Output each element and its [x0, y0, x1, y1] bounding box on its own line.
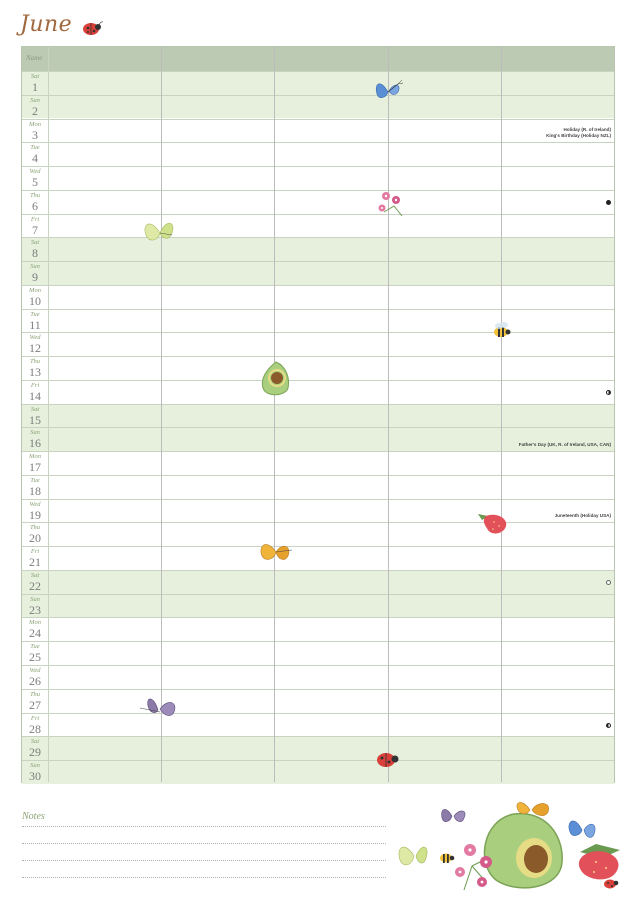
- notes-line[interactable]: [22, 877, 386, 878]
- butterfly-icon: [140, 694, 182, 724]
- day-number: 1: [32, 80, 38, 94]
- day-number: 4: [32, 151, 38, 166]
- day-row[interactable]: [22, 689, 614, 713]
- holiday-note-line: Juneteenth (Holiday USA): [554, 513, 611, 519]
- ladybug-icon: [375, 750, 401, 770]
- day-number: 5: [32, 175, 38, 190]
- day-name: Tue: [30, 643, 40, 651]
- day-row[interactable]: [22, 594, 614, 618]
- day-number: 6: [32, 198, 38, 213]
- day-number: 12: [29, 341, 41, 356]
- day-number: 22: [29, 578, 41, 593]
- avocado-icon: [260, 360, 292, 398]
- header-label: Name: [26, 54, 43, 62]
- day-name: Thu: [29, 524, 41, 532]
- day-name: Sat: [30, 239, 40, 247]
- day-row[interactable]: [22, 427, 614, 451]
- day-number: 3: [32, 127, 38, 142]
- butterfly-icon: [399, 847, 427, 865]
- day-row[interactable]: [22, 404, 614, 428]
- day-row[interactable]: [22, 736, 614, 760]
- day-name: Fri: [30, 548, 40, 556]
- holiday-note: [519, 442, 611, 448]
- day-row[interactable]: [22, 641, 614, 665]
- day-row[interactable]: [22, 451, 614, 475]
- day-row[interactable]: [22, 380, 614, 404]
- full-moon-icon: [606, 580, 611, 585]
- day-row[interactable]: [22, 522, 614, 546]
- day-number: 10: [29, 293, 41, 308]
- notes-line[interactable]: [22, 860, 386, 861]
- day-number: 2: [32, 103, 38, 118]
- day-name: Wed: [29, 500, 41, 508]
- day-name: Thu: [29, 358, 41, 366]
- strawberry-icon: [474, 508, 510, 536]
- day-number: 19: [29, 507, 41, 522]
- day-name: Fri: [30, 381, 40, 389]
- day-row[interactable]: [22, 95, 614, 119]
- day-name: Sat: [30, 73, 40, 80]
- column-divider: [501, 47, 502, 782]
- bee-icon: [440, 854, 454, 864]
- day-name: Tue: [30, 144, 40, 152]
- day-name: Sun: [30, 429, 40, 437]
- flower-icon: [374, 190, 408, 220]
- day-number: 28: [29, 721, 41, 736]
- day-row[interactable]: [22, 570, 614, 594]
- day-row[interactable]: [22, 166, 614, 190]
- day-name: Wed: [29, 667, 41, 674]
- day-number: 9: [32, 270, 38, 285]
- day-name: Sat: [30, 405, 40, 413]
- butterfly-icon: [517, 802, 549, 815]
- decorative-illustration: [396, 796, 632, 896]
- notes-line[interactable]: [22, 843, 386, 844]
- ladybug-icon: [604, 880, 618, 889]
- day-row[interactable]: [22, 713, 614, 737]
- day-row[interactable]: [22, 356, 614, 380]
- day-number: 8: [32, 246, 38, 261]
- day-row[interactable]: [22, 309, 614, 333]
- day-number: 26: [29, 674, 41, 688]
- day-number: 17: [29, 460, 41, 475]
- day-row[interactable]: [22, 190, 614, 214]
- holiday-note-line: Holiday (R. of Ireland): [563, 127, 611, 133]
- day-row[interactable]: [22, 332, 614, 356]
- day-name: Fri: [30, 215, 40, 223]
- first-quarter-moon-icon: [606, 390, 611, 395]
- day-row[interactable]: [22, 475, 614, 499]
- day-row[interactable]: [22, 71, 614, 95]
- day-row[interactable]: [22, 285, 614, 309]
- day-name: Sat: [30, 738, 40, 746]
- day-row[interactable]: [22, 261, 614, 285]
- holiday-note: [555, 513, 611, 519]
- butterfly-icon: [142, 215, 178, 251]
- notes-line[interactable]: [22, 826, 386, 827]
- day-number: 14: [29, 388, 41, 403]
- day-number: 15: [29, 412, 41, 427]
- day-row[interactable]: [22, 760, 614, 784]
- day-row[interactable]: [22, 546, 614, 570]
- day-number: 13: [29, 365, 41, 380]
- last-quarter-moon-icon: [606, 723, 611, 728]
- day-name: Thu: [29, 690, 41, 698]
- day-number: 24: [29, 626, 41, 641]
- day-row[interactable]: [22, 142, 614, 166]
- day-number: 30: [29, 769, 41, 784]
- day-name: Wed: [29, 168, 41, 176]
- day-number: 27: [29, 697, 41, 712]
- day-number: 7: [32, 222, 38, 237]
- butterfly-icon: [256, 536, 296, 566]
- day-number: 21: [29, 555, 41, 570]
- holiday-note-line: Father's Day (UK, R. of Ireland, USA, CAN): [518, 442, 611, 448]
- day-number: 11: [29, 317, 41, 332]
- day-number: 25: [29, 650, 41, 665]
- day-row[interactable]: [22, 665, 614, 689]
- day-row[interactable]: [22, 499, 614, 523]
- day-name: Sun: [30, 263, 40, 271]
- column-divider: [161, 47, 162, 782]
- day-name: Mon: [29, 286, 41, 294]
- day-name: Tue: [30, 476, 40, 484]
- butterfly-icon: [374, 76, 404, 108]
- day-name: Mon: [29, 619, 41, 627]
- day-name: Fri: [30, 714, 40, 722]
- day-number: 29: [29, 745, 41, 760]
- day-name: Sun: [30, 96, 40, 104]
- notes-title: Notes: [22, 811, 45, 822]
- day-number: 18: [29, 483, 41, 498]
- column-divider: [388, 47, 389, 782]
- day-number: 16: [29, 436, 41, 451]
- day-name: Tue: [30, 310, 40, 318]
- day-name: Sat: [30, 571, 40, 579]
- ladybug-icon: [80, 19, 104, 37]
- strawberry-icon: [579, 844, 620, 879]
- day-name: Sun: [30, 762, 40, 770]
- day-name: Thu: [29, 191, 41, 199]
- day-row[interactable]: [22, 214, 614, 238]
- day-row[interactable]: [22, 237, 614, 261]
- bee-icon: [490, 320, 516, 342]
- avocado-icon: [484, 814, 562, 888]
- day-row[interactable]: [22, 617, 614, 641]
- day-row[interactable]: [22, 119, 614, 143]
- day-number: 23: [29, 602, 41, 617]
- column-divider: [274, 47, 275, 782]
- day-name: Mon: [29, 453, 41, 461]
- holiday-note: [546, 127, 611, 139]
- butterfly-icon: [569, 821, 595, 838]
- day-name: Sun: [30, 595, 40, 603]
- day-name: Wed: [29, 334, 41, 342]
- header-row: [22, 47, 614, 71]
- new-moon-icon: [606, 200, 611, 205]
- page-title: June: [20, 12, 73, 37]
- calendar-grid: [21, 46, 615, 783]
- holiday-note-line: King's Birthday (Holiday NZL): [546, 133, 611, 139]
- butterfly-icon: [442, 809, 465, 821]
- day-number: 20: [29, 531, 41, 546]
- column-divider: [48, 47, 49, 782]
- day-name: Mon: [29, 120, 41, 128]
